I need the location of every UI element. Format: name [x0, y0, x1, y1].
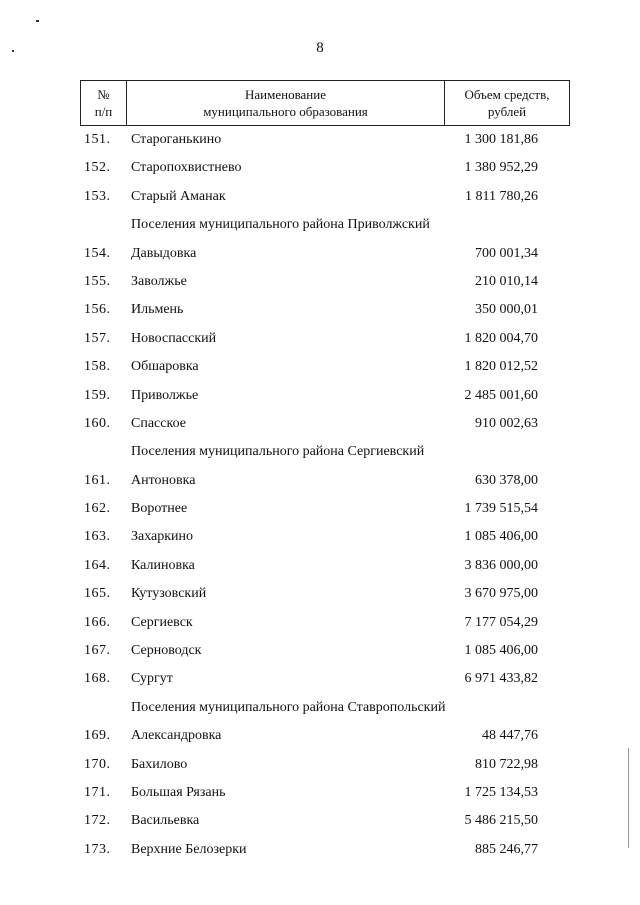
section-heading-row	[0, 213, 640, 241]
table-row	[0, 667, 640, 695]
header-sum-cell	[445, 81, 569, 125]
table-row	[0, 639, 640, 667]
funds-amount: 1 085 406,00	[464, 529, 538, 545]
table-row	[0, 611, 640, 639]
table-row	[0, 838, 640, 866]
table-row	[0, 185, 640, 213]
funds-amount: 1 820 004,70	[464, 330, 538, 346]
municipality-name: Александровка	[131, 728, 222, 744]
row-number: 165.	[84, 586, 111, 602]
municipality-name: Староганькино	[131, 132, 222, 147]
header-sum-sublabel: рублей	[487, 104, 527, 119]
row-number: 158.	[84, 359, 111, 375]
row-number: 151.	[84, 132, 111, 147]
table-row	[0, 469, 640, 497]
municipality-name: Заволжье	[131, 273, 187, 289]
table-row	[0, 327, 640, 355]
row-number: 155.	[84, 273, 111, 289]
funds-amount: 1 725 134,53	[464, 784, 538, 800]
row-number: 169.	[84, 728, 111, 744]
municipality-name: Старопохвистнево	[131, 160, 242, 176]
funds-amount: 210 010,14	[475, 273, 538, 289]
table-row	[0, 809, 640, 837]
funds-amount: 3 670 975,00	[464, 586, 538, 602]
funds-amount: 1 739 515,54	[464, 501, 538, 517]
row-number: 164.	[84, 557, 111, 573]
funds-amount: 5 486 215,50	[464, 813, 538, 829]
table-row	[0, 582, 640, 610]
table-header	[80, 80, 570, 126]
table-body	[0, 128, 640, 866]
municipality-name: Сергиевск	[131, 614, 193, 630]
row-number: 166.	[84, 614, 111, 630]
section-heading-row	[0, 440, 640, 468]
table-row	[0, 412, 640, 440]
row-number: 152.	[84, 160, 111, 176]
header-name-cell	[127, 81, 445, 125]
table-row	[0, 242, 640, 270]
municipality-name: Спасское	[131, 415, 186, 431]
municipality-name: Ильмень	[131, 302, 184, 318]
row-number: 154.	[84, 245, 111, 261]
table-row	[0, 753, 640, 781]
municipality-name: Новоспасский	[131, 330, 217, 346]
header-name-sublabel: муниципального образования	[203, 104, 368, 119]
table-row	[0, 384, 640, 412]
row-number: 171.	[84, 784, 111, 800]
municipality-name: Воротнее	[131, 501, 188, 517]
funds-amount: 48 447,76	[482, 728, 538, 744]
municipality-name: Васильевка	[131, 813, 200, 829]
funds-amount: 2 485 001,60	[464, 387, 538, 403]
table-row	[0, 128, 640, 156]
municipality-name: Кутузовский	[131, 586, 207, 602]
funds-amount: 810 722,98	[475, 756, 538, 772]
funds-amount: 885 246,77	[475, 841, 538, 857]
municipality-name: Калиновка	[131, 557, 195, 573]
municipality-name: Серноводск	[131, 643, 202, 659]
table-row	[0, 724, 640, 752]
funds-amount: 1 820 012,52	[464, 359, 538, 375]
funds-amount: 1 085 406,00	[464, 643, 538, 659]
table-row	[0, 298, 640, 326]
row-number: 159.	[84, 387, 111, 403]
funds-amount: 700 001,34	[475, 245, 538, 261]
municipality-name: Старый Аманак	[131, 188, 226, 204]
funds-amount: 6 971 433,82	[464, 671, 538, 687]
table-row	[0, 156, 640, 184]
row-number: 160.	[84, 415, 111, 431]
municipality-name: Давыдовка	[131, 245, 197, 261]
funds-amount: 3 836 000,00	[464, 557, 538, 573]
header-number-cell	[81, 81, 127, 125]
municipality-name: Приволжье	[131, 387, 199, 403]
row-number: 156.	[84, 302, 111, 318]
row-number: 162.	[84, 501, 111, 517]
header-number-sublabel: п/п	[94, 104, 113, 119]
funds-amount: 910 002,63	[475, 415, 538, 431]
funds-amount: 350 000,01	[475, 302, 538, 318]
page-number: 8	[316, 40, 324, 56]
scan-mark	[36, 20, 39, 22]
municipality-name: Обшаровка	[131, 359, 199, 375]
row-number: 170.	[84, 756, 111, 772]
table-row	[0, 270, 640, 298]
funds-amount: 1 300 181,86	[464, 132, 538, 147]
municipality-name: Верхние Белозерки	[131, 841, 247, 857]
funds-amount: 7 177 054,29	[464, 614, 538, 630]
header-name-label: Наименование	[245, 87, 326, 102]
header-sum-label: Объем средств,	[464, 87, 550, 102]
table-row	[0, 554, 640, 582]
funds-amount: 1 811 780,26	[465, 188, 538, 204]
row-number: 161.	[84, 472, 111, 488]
municipality-name: Захаркино	[131, 529, 194, 545]
header-number-label: №	[97, 87, 110, 102]
row-number: 172.	[84, 813, 111, 829]
municipality-name: Большая Рязань	[131, 784, 226, 800]
funds-amount: 1 380 952,29	[464, 160, 538, 176]
municipality-name: Антоновка	[131, 472, 196, 488]
row-number: 167.	[84, 643, 111, 659]
section-heading: Поселения муниципального района Сергиевский	[131, 444, 425, 460]
row-number: 163.	[84, 529, 111, 545]
table-row	[0, 497, 640, 525]
section-heading: Поселения муниципального района Ставропольский	[131, 699, 446, 715]
municipality-name: Сургут	[131, 671, 173, 687]
table-row	[0, 355, 640, 383]
row-number: 168.	[84, 671, 111, 687]
municipality-name: Бахилово	[131, 756, 188, 772]
row-number: 173.	[84, 841, 111, 857]
section-heading-row	[0, 696, 640, 724]
table-row	[0, 525, 640, 553]
row-number: 153.	[84, 188, 111, 204]
row-number: 157.	[84, 330, 111, 346]
section-heading: Поселения муниципального района Приволжский	[131, 217, 430, 233]
table-row	[0, 781, 640, 809]
funds-amount: 630 378,00	[475, 472, 538, 488]
